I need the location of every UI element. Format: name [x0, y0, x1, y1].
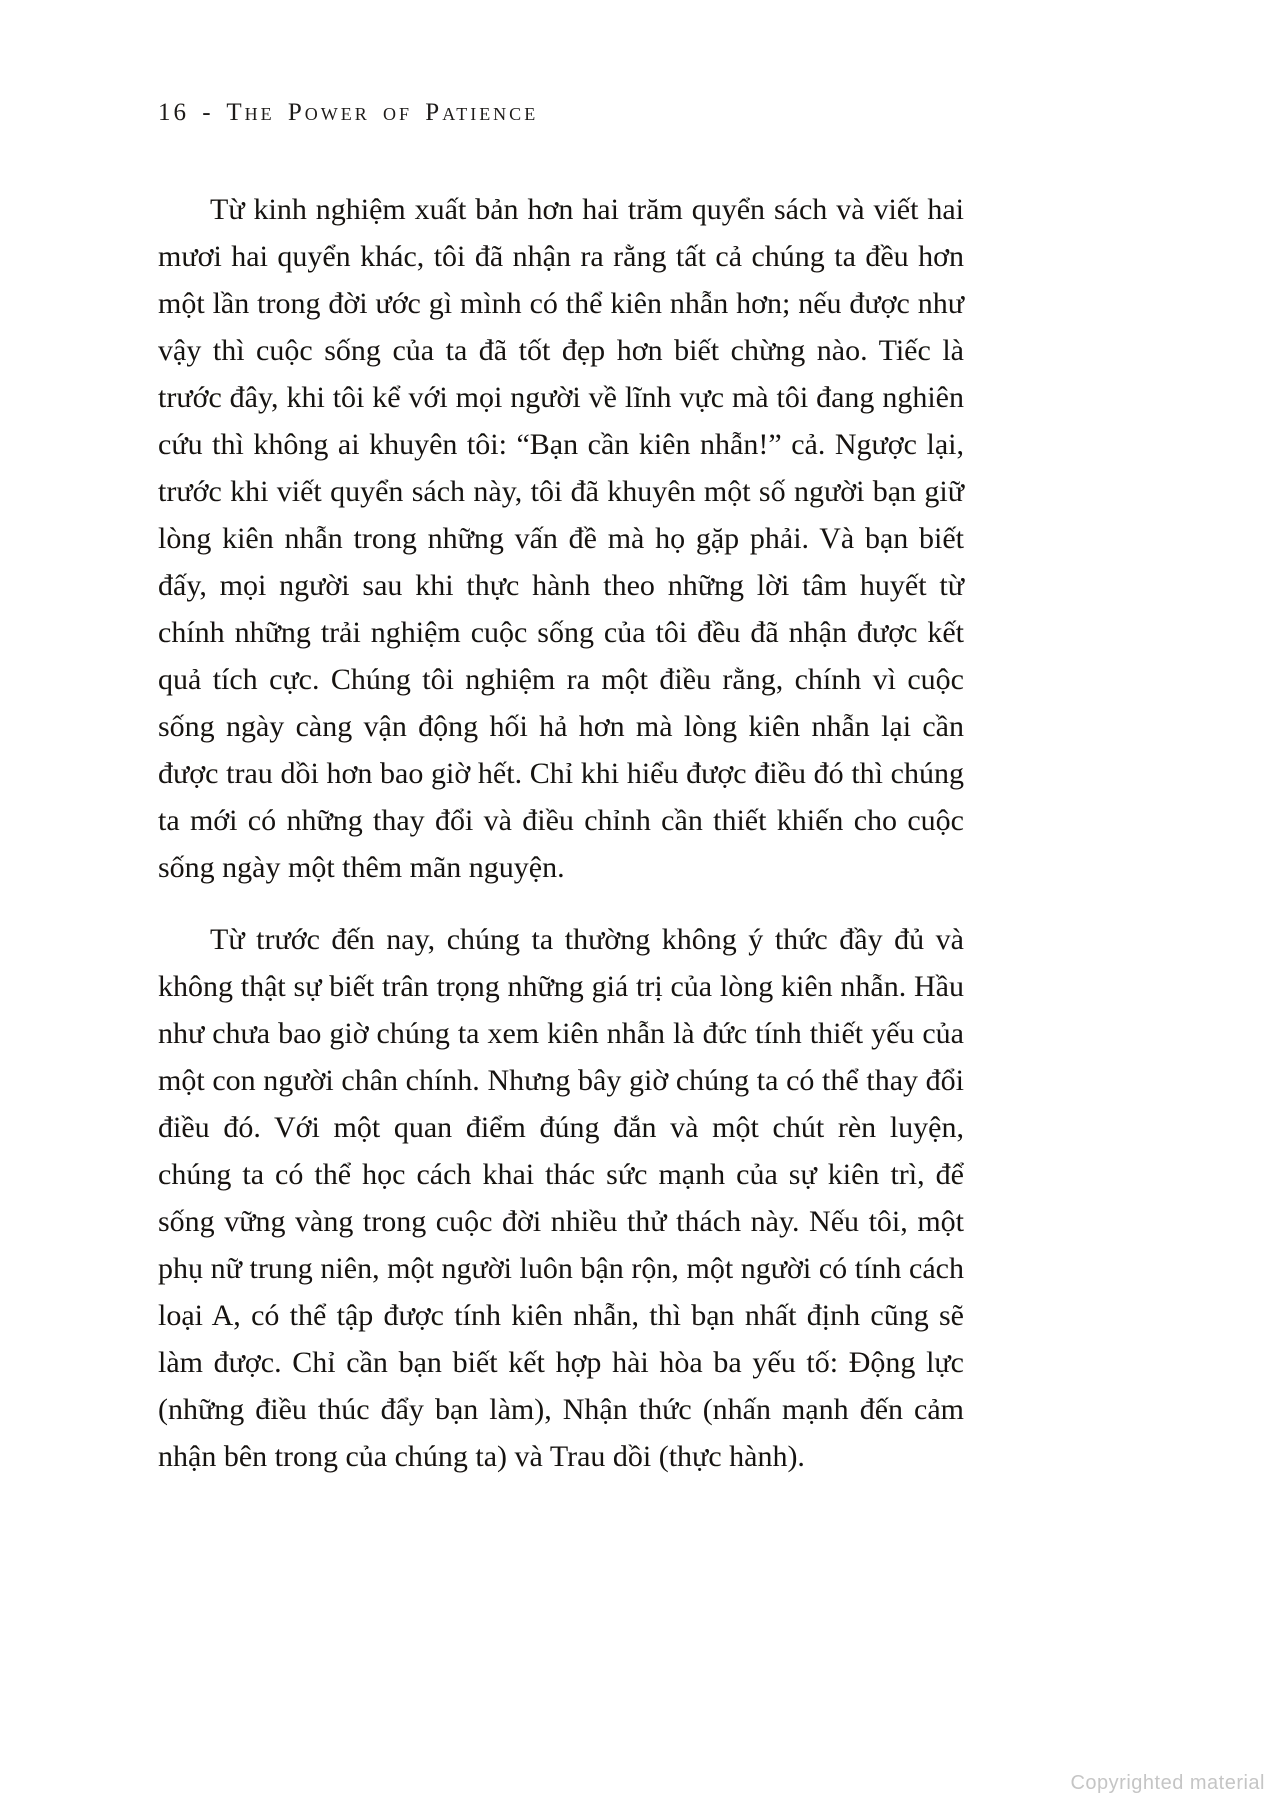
copyright-watermark: Copyrighted material	[1070, 1772, 1265, 1794]
paragraph: Từ kinh nghiệm xuất bản hơn hai trăm quyển sách và viết hai mươi hai quyển khác, tôi đã nhận ra rằng tất cả chúng ta đều hơn một lần trong đời ước gì mình có thể kiên nhẫn hơn; nếu được như vậy thì cuộc sống của ta đã tốt đẹp hơn biết chừng nào. Tiếc là trước đây, khi tôi kể với mọi người về lĩnh vực mà tôi đang nghiên cứu thì không ai khuyên tôi: “Bạn cần kiên nhẫn!” cả. Ngược lại, trước khi viết quyển sách này, tôi đã khuyên một số người bạn giữ lòng kiên nhẫn trong những vấn đề mà họ gặp phải. Và bạn biết đấy, mọi người sau khi thực hành theo những lời tâm huyết từ chính những trải nghiệm cuộc sống của tôi đều đã nhận được kết quả tích cực. Chúng tôi nghiệm ra một điều rằng, chính vì cuộc sống ngày càng vận động hối hả hơn mà lòng kiên nhẫn lại cần được trau dồi hơn bao giờ hết. Chỉ khi hiểu được điều đó thì chúng ta mới có những thay đổi và điều chỉnh cần thiết khiến cho cuộc sống ngày một thêm mãn nguyện.	[158, 193, 964, 884]
paragraph: Từ trước đến nay, chúng ta thường không ý thức đầy đủ và không thật sự biết trân trọng những giá trị của lòng kiên nhẫn. Hầu như chưa bao giờ chúng ta xem kiên nhẫn là đức tính thiết yếu của một con người chân chính. Nhưng bây giờ chúng ta có thể thay đổi điều đó. Với một quan điểm đúng đắn và một chút rèn luyện, chúng ta có thể học cách khai thác sức mạnh của sự kiên trì, để sống vững vàng trong cuộc đời nhiều thử thách này. Nếu tôi, một phụ nữ trung niên, một người luôn bận rộn, một người có tính cách loại A, có thể tập được tính kiên nhẫn, thì bạn nhất định cũng sẽ làm được. Chỉ cần bạn biết kết hợp hài hòa ba yếu tố: Động lực (những điều thúc đẩy bạn làm), Nhận thức (nhấn mạnh đến cảm nhận bên trong của chúng ta) và Trau dồi (thực hành).	[158, 923, 964, 1473]
running-header: 16 - The Power of Patience	[158, 99, 539, 126]
body-text-block	[158, 186, 964, 1505]
